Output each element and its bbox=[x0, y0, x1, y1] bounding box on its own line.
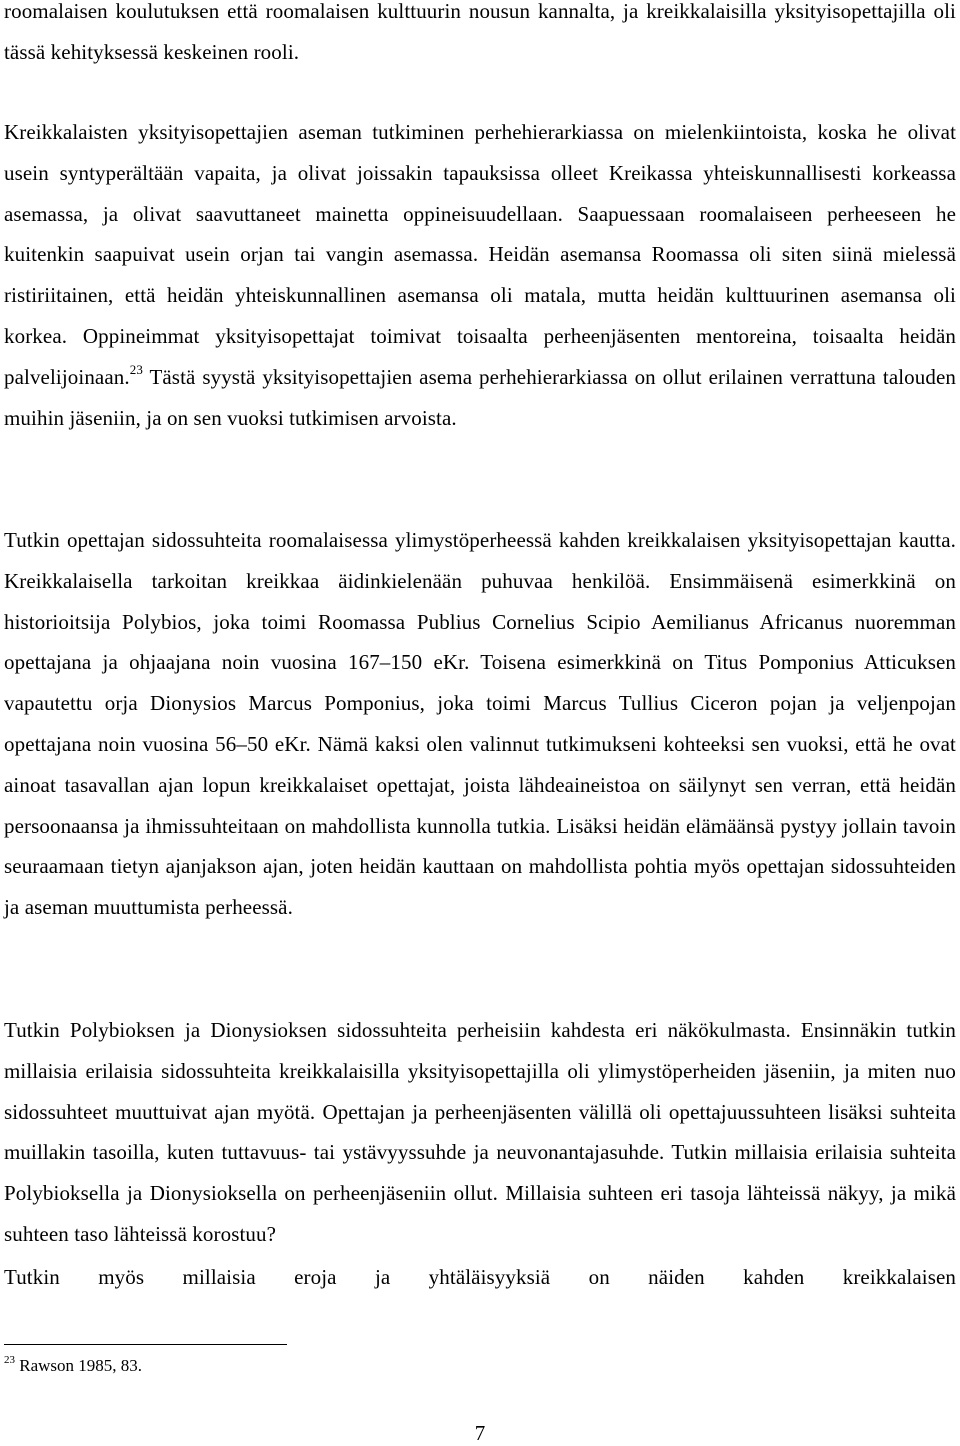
footnote-reference[interactable]: 23 bbox=[129, 361, 143, 377]
paragraph-last-line: Tutkin myös millaisia eroja ja yhtäläisyyksiä on näiden kahden kreikkalaisen bbox=[4, 1265, 956, 1289]
page-number: 7 bbox=[474, 1421, 486, 1445]
paragraph-research-questions: Tutkin Polybioksen ja Dionysioksen sidossuhteita perheisiin kahdesta eri näkökulmasta. Ensinnäkin tutkin millaisia erilaisia sidossuhteita kreikkalaisilla yksityisopettajilla oli ylimystöperheiden jäseniin, ja miten nuo sidossuhteet muuttuivat ajan myötä. Opettajan ja perheenjäsenten välillä oli opettajuussuhteen lisäksi suhteita muillakin tasoilla, kuten tuttavuus- tai ystävyyssuhde ja neuvonantajasuhde. Tutkin millaisia erilaisia suhteita Polybioksella ja Dionysioksella on perheenjäseniin ollut. Millaisia suhteen eri tasoja lähteissä näkyy, ja mikä suhteen taso lähteissä korostuu? bbox=[4, 1018, 956, 1246]
footnote-text: Rawson 1985, 83. bbox=[15, 1356, 143, 1375]
footnote-number: 23 bbox=[4, 1354, 15, 1366]
paragraph-text-before-footnote: Kreikkalaisten yksityisopettajien aseman tutkiminen perhehierarkiassa on mielenkiintoista, koska he olivat usein syntyperältään vapaita, ja olivat joissakin tapauksissa olleet Kreikassa yhteiskunnallisesti korkeassa asemassa, ja olivat saavuttaneet mainetta oppineisuudellaan. Saapuessaan roomalaiseen perheeseen he kuitenkin saapuivat usein orjan tai vangin asemassa. Heidän asemansa Roomassa oli siten siinä mielessä ristiriitainen, että heidän yhteiskunnallinen asemansa oli matala, mutta heidän kulttuurinen asemansa oli korkea. Oppineimmat yksityisopettajat toimivat toisaalta perheenjäsenten mentoreina, toisaalta heidän palvelijoinaan. bbox=[4, 120, 956, 389]
paragraph-intro-continuation: roomalaisen koulutuksen että roomalaisen kulttuurin nousun kannalta, ja kreikkalaisilla yksityisopettajilla oli tässä kehityksessä keskeinen rooli. bbox=[4, 0, 956, 64]
paragraph-text-after-footnote: Tästä syystä yksityisopettajien asema perhehierarkiassa on ollut erilainen verrattuna talouden muihin jäseniin, ja on sen vuoksi tutkimisen arvoista. bbox=[4, 364, 956, 430]
footnote bbox=[4, 1354, 142, 1378]
footnote-separator bbox=[4, 1344, 287, 1345]
paragraph-research-subjects: Tutkin opettajan sidossuhteita roomalaisessa ylimystöperheessä kahden kreikkalaisen yksityisopettajan kautta. Kreikkalaisella tarkoitan kreikkaa äidinkielenään puhuvaa henkilöä. Ensimmäisenä esimerkkinä on historioitsija Polybios, joka toimi Roomassa Publius Cornelius Scipio Aemilianus Africanus nuoremman opettajana ja ohjaajana noin vuosina 167–150 eKr. Toisena esimerkkinä on Titus Pomponius Atticuksen vapautettu orja Dionysios Marcus Pomponius, joka toimi Marcus Tullius Ciceron pojan ja veljenpojan opettajana noin vuosina 56–50 eKr. Nämä kaksi olen valinnut tutkimukseni kohteeksi sen vuoksi, että he ovat ainoat tasavallan ajan lopun kreikkalaiset opettajat, joista lähdeaineistoa on säilynyt sen verran, että heidän persoonaansa ja ihmissuhteitaan on mahdollista kunnolla tutkia. Lisäksi heidän elämäänsä pystyy jollain tavoin seuraamaan tietyn ajanjakson ajan, joten heidän kauttaan on mahdollista pohtia myös opettajan sidossuhteiden ja aseman muuttumista perheessä. bbox=[4, 528, 956, 920]
paragraph-teacher-status bbox=[4, 112, 956, 438]
